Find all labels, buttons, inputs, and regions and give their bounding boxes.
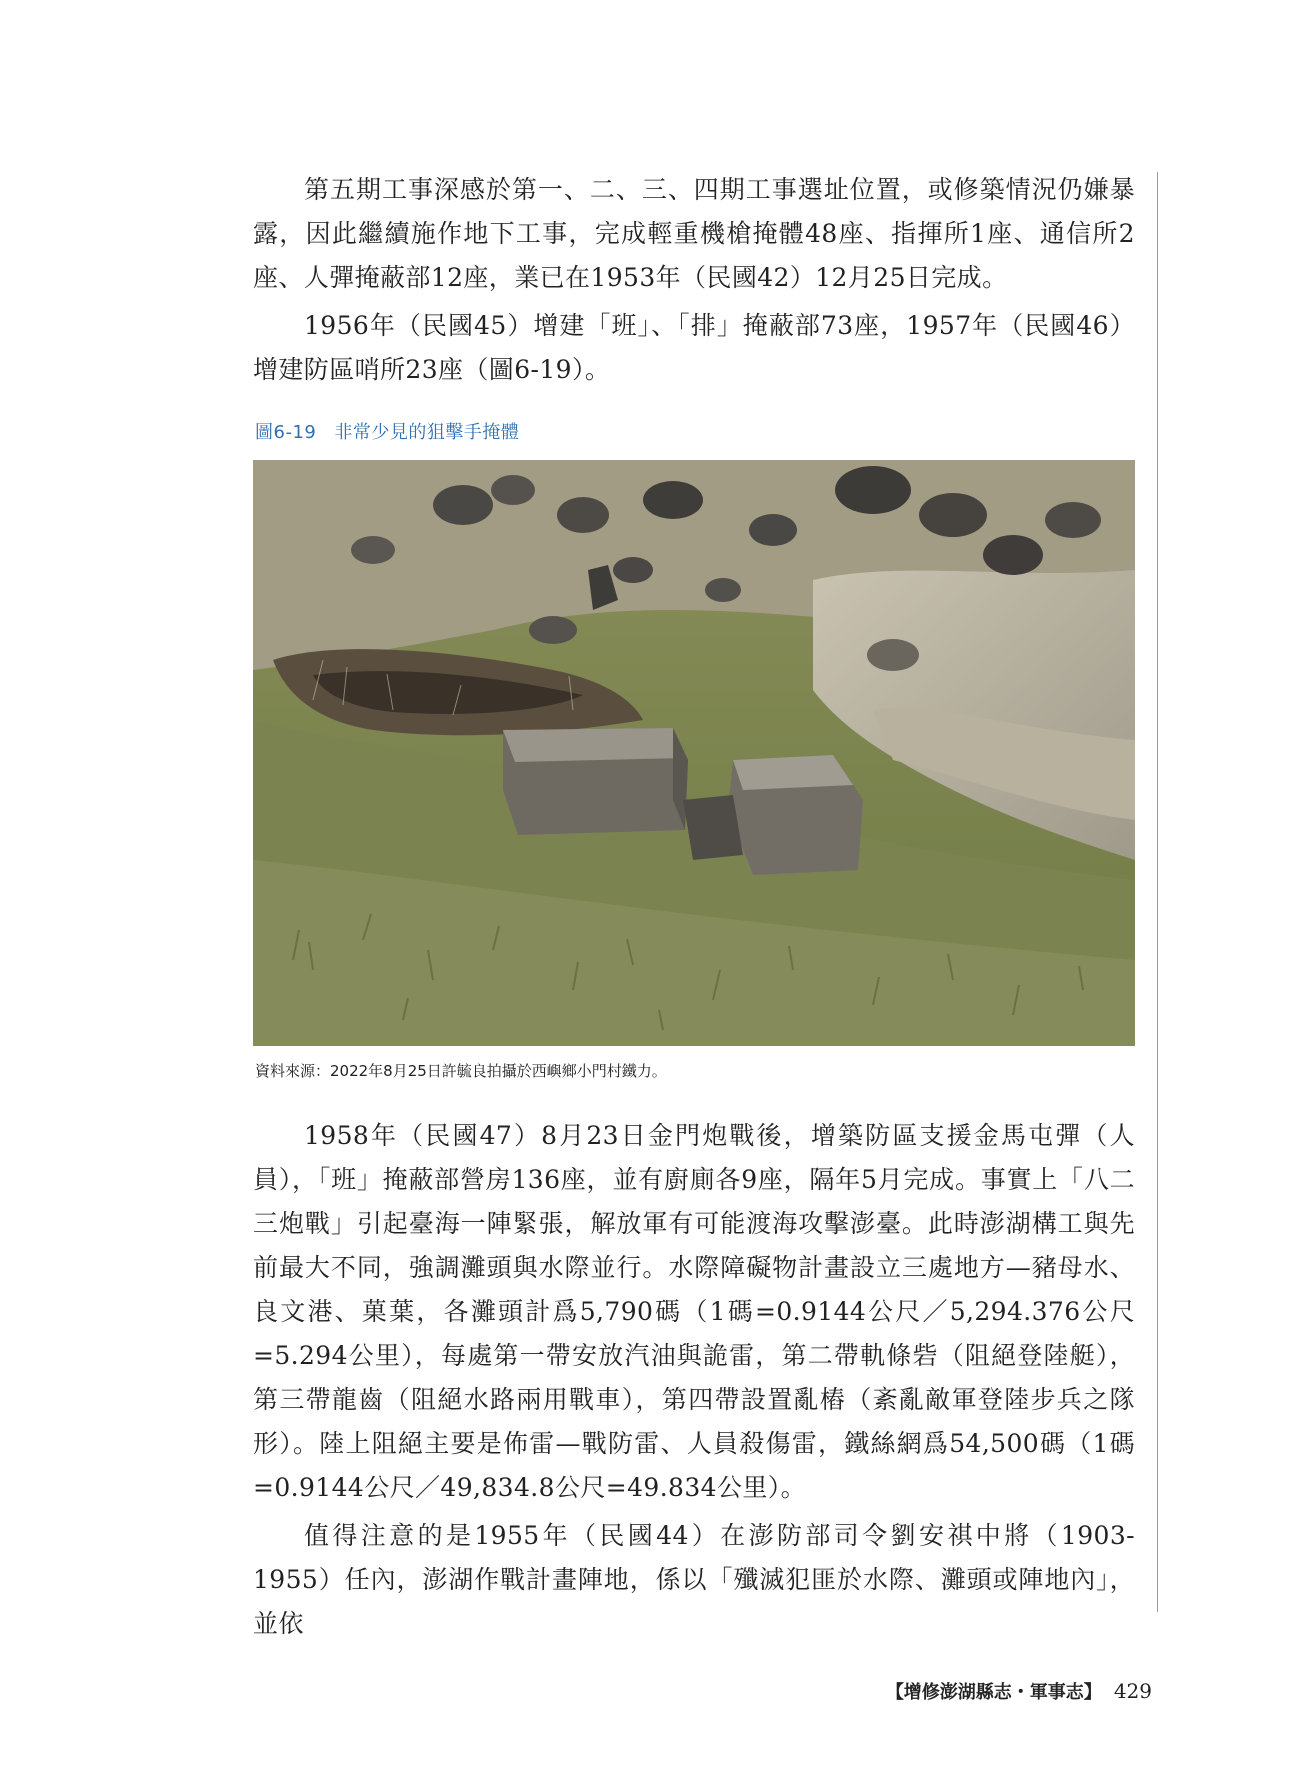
page-footer (886, 1678, 1152, 1704)
figure-source: 資料來源：2022年8月25日許毓良拍攝於西嶼鄉小門村鐵力。 (255, 1062, 667, 1080)
text-block-top (253, 168, 1135, 396)
margin-rule (1157, 172, 1158, 1612)
text-block-bottom (253, 1114, 1135, 1650)
paragraph: 1958年（民國47）8月23日金門炮戰後，增築防區支援金馬屯彈（人員），「班」掩蔽部營房136座，並有廚廁各9座，隔年5月完成。事實上「八二三炮戰」引起臺海一陣緊張，解放軍有可能渡海攻擊澎臺。此時澎湖構工與先前最大不同，強調灘頭與水際並行。水際障礙物計畫設立三處地方—豬母水、良文港、菓葉，各灘頭計爲5,790碼（1碼=0.9144公尺／5,294.376公尺=5.294公里），每處第一帶安放汽油與詭雷，第二帶軌條砦（阻絕登陸艇），第三帶龍齒（阻絕水路兩用戰車），第四帶設置亂樁（紊亂敵軍登陸步兵之隊形）。陸上阻絕主要是佈雷—戰防雷、人員殺傷雷，鐵絲網爲54,500碼（1碼=0.9144公尺／49,834.8公尺=49.834公里）。 (253, 1121, 1135, 1502)
page-number: 429 (1113, 1679, 1152, 1703)
book-title: 【增修澎湖縣志・軍事志】 (885, 1682, 1102, 1703)
paragraph: 1956年（民國45）增建「班」、「排」掩蔽部73座，1957年（民國46）增建防區哨所23座（圖6-19）。 (253, 311, 1135, 384)
photo-sniper-bunker (253, 460, 1135, 1046)
figure-number: 圖6-19 (255, 422, 317, 443)
figure-photo (253, 460, 1135, 1046)
figure-caption (255, 418, 519, 444)
figure-title: 非常少見的狙擊手掩體 (334, 422, 520, 443)
paragraph: 第五期工事深感於第一、二、三、四期工事選址位置，或修築情況仍嫌暴露，因此繼續施作地下工事，完成輕重機槍掩體48座、指揮所1座、通信所2座、人彈掩蔽部12座，業已在1953年（民國42）12月25日完成。 (253, 175, 1135, 292)
paragraph: 值得注意的是1955年（民國44）在澎防部司令劉安祺中將（1903-1955）任內，澎湖作戰計畫陣地，係以「殲滅犯匪於水際、灘頭或陣地內」，並依 (253, 1521, 1135, 1638)
